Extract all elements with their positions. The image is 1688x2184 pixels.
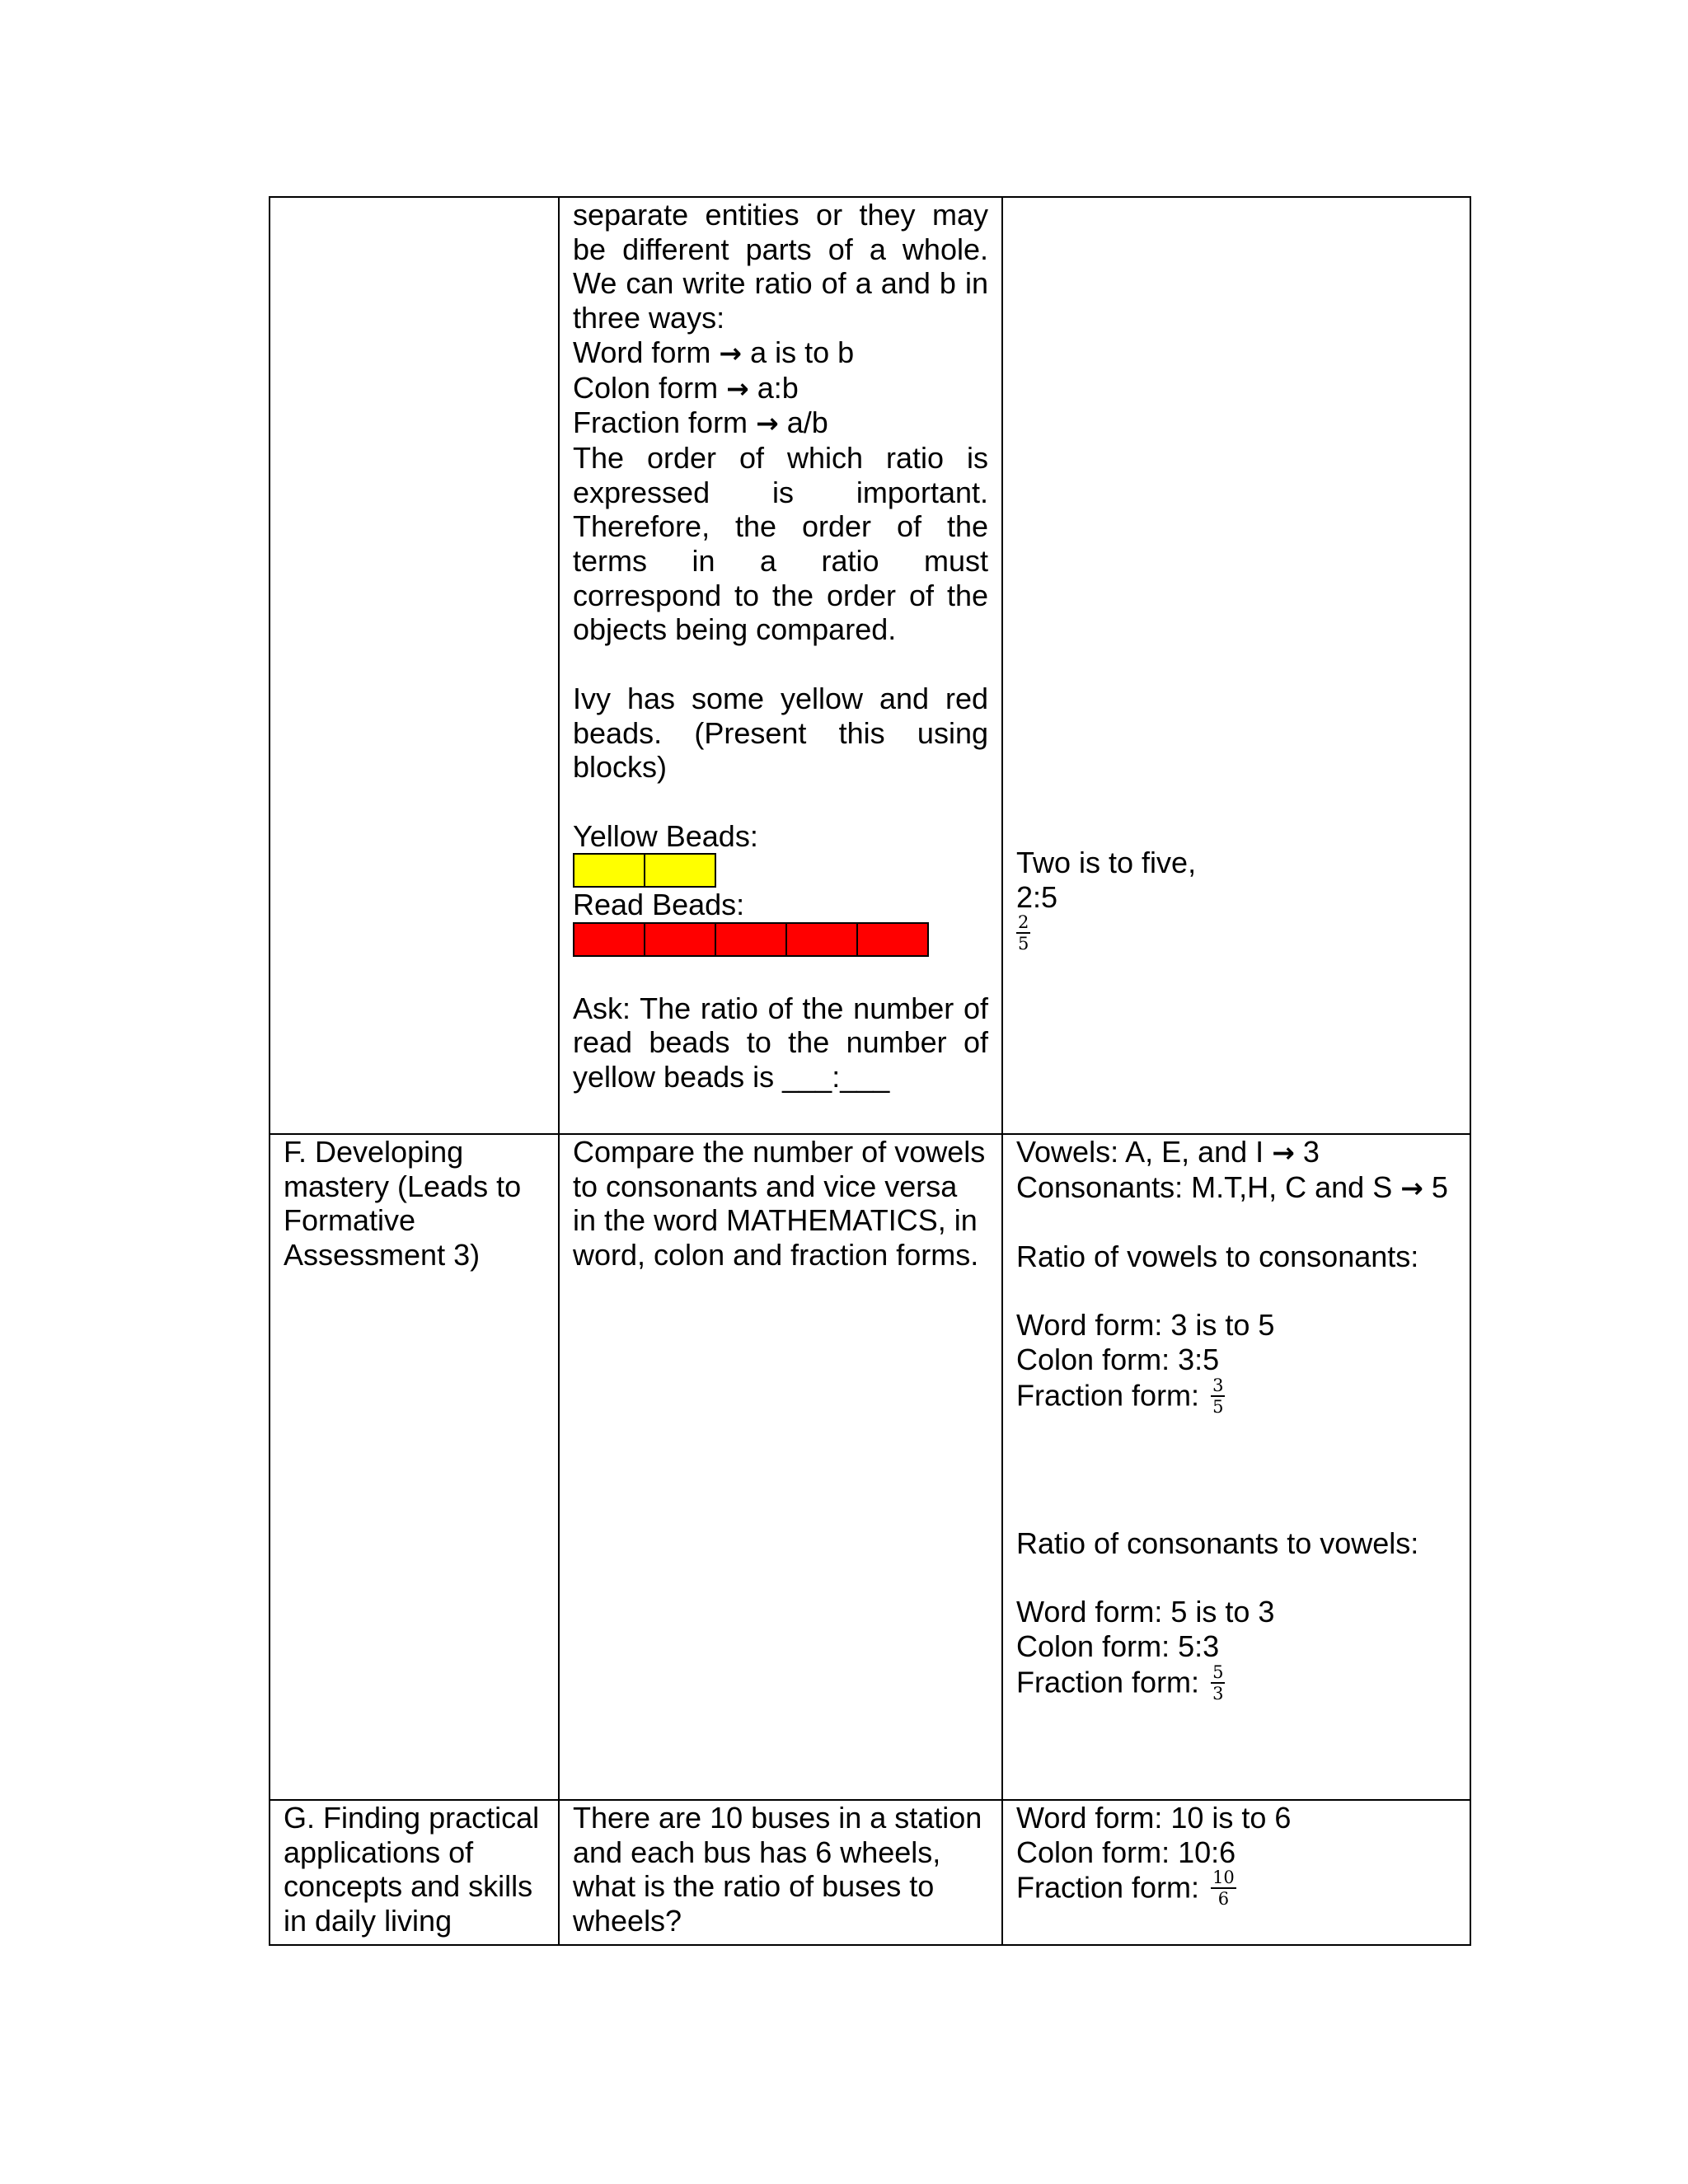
yellow-beads-label: Yellow Beads:: [573, 818, 758, 853]
ivy-beads-text: Ivy has some yellow and red beads. (Present this using blocks): [573, 681, 988, 785]
arrow-right-icon: →: [1400, 1171, 1423, 1204]
yellow-beads-blocks: [573, 853, 988, 888]
yellow-bead-block: [644, 853, 716, 888]
fraction-form-10-6: Fraction form: $\frac{10}{6}$: [1016, 1868, 1235, 1910]
word-form-line: Word form → a is to b: [573, 335, 855, 369]
ratio-definition-text: separate entities or they may be different parts of a whole. We can write ratio of a and b in three ways:: [573, 198, 988, 335]
vowels-line: Vowels: A, E, and I → 3: [1016, 1135, 1320, 1169]
heading-vowels-to-consonants: Ratio of vowels to consonants:: [1016, 1240, 1419, 1274]
arrow-right-icon: →: [756, 407, 779, 440]
fraction-form-5-3: Fraction form: $\frac{5}{3}$: [1016, 1661, 1224, 1704]
order-importance-text: The order of which ratio is expressed is important. Therefore, the order of the terms in a ratio must correspond to the order of the objects being compared.: [573, 440, 988, 647]
row1-col2: [559, 197, 1002, 1134]
arrow-right-icon: →: [1272, 1137, 1295, 1169]
answer-colon-form: 2:5: [1016, 879, 1058, 914]
fraction: $\frac{5}{3}$: [1212, 1661, 1224, 1704]
lesson-plan-table: [269, 196, 1471, 1946]
colon-form-10-6: Colon form: 10:6: [1016, 1835, 1236, 1869]
red-bead-block: [644, 922, 716, 957]
answer-fraction-form: [1016, 914, 1456, 955]
red-bead-block: [856, 922, 929, 957]
red-beads-label: Read Beads:: [573, 888, 745, 922]
row3-col2: There are 10 buses in a station and each bus has 6 wheels, what is the ratio of buses to wheels?: [559, 1800, 1002, 1945]
fraction: $\frac{3}{5}$: [1212, 1375, 1224, 1417]
row2-col3: [1002, 1134, 1470, 1800]
row3-col3: [1002, 1800, 1470, 1945]
red-bead-block: [715, 922, 787, 957]
word-form-10-to-6: Word form: 10 is to 6: [1016, 1801, 1292, 1835]
row3-col1: G. Finding practical applications of concepts and skills in daily living: [270, 1800, 559, 1945]
row1-col3: [1002, 197, 1470, 1134]
row2-col2: Compare the number of vowels to consonants and vice versa in the word MATHEMATICS, in word, colon and fraction forms.: [559, 1134, 1002, 1800]
fraction: $\frac{2}{5}$: [1018, 912, 1029, 954]
red-bead-block: [785, 922, 858, 957]
fraction-form-3-5: Fraction form: $\frac{3}{5}$: [1016, 1375, 1224, 1417]
colon-form-line: Colon form → a:b: [573, 370, 799, 405]
colon-form-5-3: Colon form: 5:3: [1016, 1629, 1220, 1663]
answer-word-form: Two is to five,: [1016, 846, 1197, 879]
fraction: $\frac{10}{6}$: [1212, 1868, 1235, 1910]
arrow-right-icon: →: [719, 336, 743, 369]
word-form-3-to-5: Word form: 3 is to 5: [1016, 1308, 1275, 1343]
yellow-bead-block: [573, 853, 645, 888]
colon-form-3-5: Colon form: 3:5: [1016, 1343, 1220, 1377]
red-bead-block: [573, 922, 645, 957]
table-row: [270, 1800, 1470, 1945]
red-beads-blocks: [573, 922, 988, 957]
table-row: [270, 1134, 1470, 1800]
row1-col1: [270, 197, 559, 1134]
fraction-form-line: Fraction form → a/b: [573, 405, 828, 440]
word-form-5-to-3: Word form: 5 is to 3: [1016, 1595, 1275, 1629]
ask-question-text: Ask: The ratio of the number of read beads to the number of yellow beads is ___:___: [573, 991, 988, 1094]
row2-col1: F. Developing mastery (Leads to Formative Assessment 3): [270, 1134, 559, 1800]
consonants-line: Consonants: M.T,H, C and S → 5: [1016, 1169, 1448, 1204]
arrow-right-icon: →: [726, 372, 749, 405]
table-row: [270, 197, 1470, 1134]
heading-consonants-to-vowels: Ratio of consonants to vowels:: [1016, 1526, 1419, 1560]
